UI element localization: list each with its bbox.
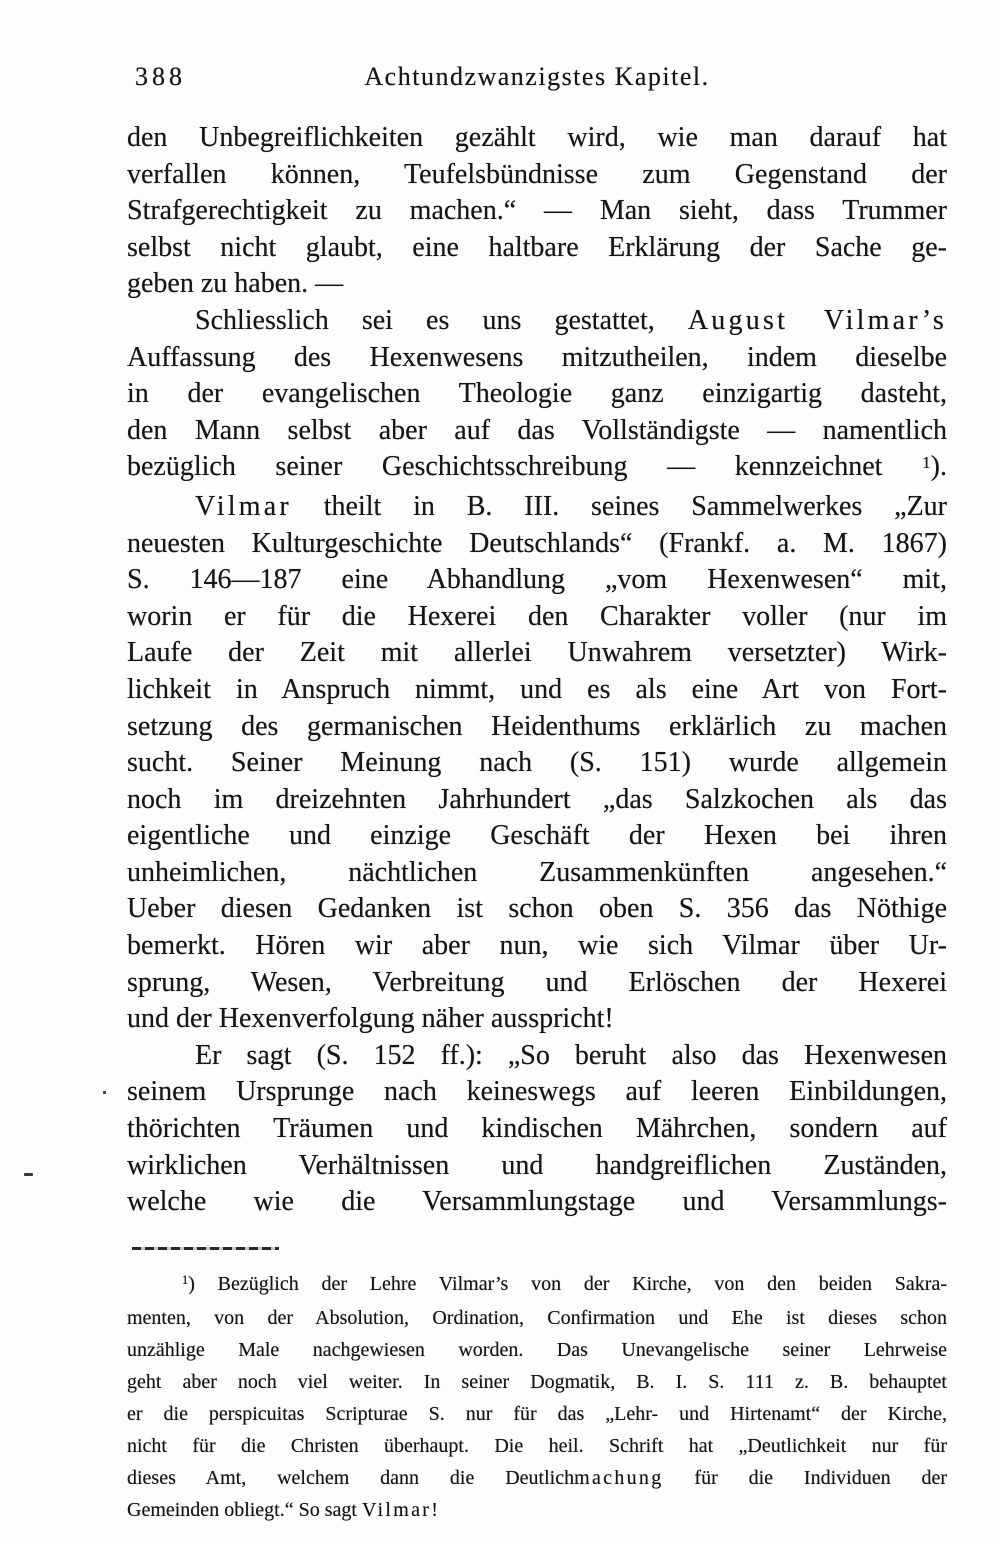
body-text-line [127,855,947,892]
text-segment: unheimlichen, nächtlichen Zusammenkünften angesehen.“ [127,856,947,888]
body-text-line [127,413,947,450]
text-segment: Gemeinden obliegt.“ So sagt [127,1499,362,1521]
body-text-line [127,782,947,819]
margin-ink-dot [103,1091,106,1094]
body-text-line [127,376,947,413]
body-text-line [127,818,947,855]
body-text-line [127,635,947,672]
footnote-block [127,1268,947,1526]
footnote-text-line [127,1334,947,1366]
body-text-line [127,1148,947,1185]
margin-ink-speck [24,1173,33,1176]
body-text-line [127,965,947,1002]
footnote-text-line [127,1494,947,1526]
text-segment: theilt in B. III. seines Sammelwerkes „Zur [291,490,947,522]
text-segment: er die perspicuitas Scripturae S. nur für das „Lehr- und Hirtenamt“ der Kirche, [127,1403,947,1425]
text-segment: bezüglich seiner Geschichtsschreibung — kennzeichnet [127,451,922,483]
text-segment: in der evangelischen Theologie ganz einzigartig dasteht, [127,378,947,410]
text-segment: verfallen können, Teufelsbündnisse zum Gegenstand der [127,158,947,190]
text-segment: welche wie die Versammlungstage und Versammlungs- [127,1186,947,1218]
page-number: 388 [135,62,186,91]
text-segment: wirklichen Verhältnissen und handgreiflichen Zuständen, [127,1149,947,1181]
text-segment: ! [431,1499,438,1521]
body-text-line [127,1074,947,1111]
body-text-line [127,1184,947,1221]
body-text-line [127,1001,947,1038]
text-segment: für die Individuen der [663,1467,947,1489]
body-text-line [127,1038,947,1075]
letterspaced-emphasis: August Vilmar’s [687,304,947,336]
text-segment: nicht für die Christen überhaupt. Die heil. Schrift hat „Deutlichkeit nur für [127,1435,947,1457]
text-segment: sucht. Seiner Meinung nach (S. 151) wurde allgemein [127,747,947,779]
body-text-line [127,489,947,526]
letterspaced-emphasis: Vilmar [361,1499,432,1521]
text-segment: menten, von der Absolution, Ordination, Confirmation und Ehe ist dieses schon [127,1307,947,1329]
footnote-text-line [127,1430,947,1462]
footnote-text-line [127,1366,947,1398]
text-segment: Ueber diesen Gedanken ist schon oben S. 356 das Nöthige [127,893,947,925]
body-text-line [127,928,947,965]
text-segment: setzung des germanischen Heidenthums erklärlich zu machen [127,710,947,742]
body-text-line [127,449,947,489]
text-segment: sprung, Wesen, Verbreitung und Erlöschen der Hexerei [127,966,947,998]
text-segment: unzählige Male nachgewiesen worden. Das Unevangelische seiner Lehrweise [127,1339,947,1361]
body-text-line [127,1111,947,1148]
text-segment: eigentliche und einzige Geschäft der Hexen bei ihren [127,820,947,852]
body-text-line [127,599,947,636]
text-segment: Auffassung des Hexenwesens mitzutheilen, indem dieselbe [127,341,947,373]
body-text-line [127,709,947,746]
text-segment: noch im dreizehnten Jahrhundert „das Salzkochen als das [127,783,947,815]
body-text-line [127,120,947,157]
body-text-block [127,120,947,1221]
text-segment: und der Hexenverfolgung näher ausspricht! [127,1003,614,1035]
text-segment: Strafgerechtigkeit zu machen.“ — Man sieht, dass Trummer [127,195,947,227]
text-segment: selbst nicht glaubt, eine haltbare Erklärung der Sache ge- [127,231,947,263]
body-text-line [127,526,947,563]
text-segment: worin er für die Hexerei den Charakter voller (nur im [127,600,947,632]
footnote-marker: 1 [921,452,931,472]
text-segment: S. 146—187 eine Abhandlung „vom Hexenwesen“ mit, [127,564,947,596]
footnote-text-line [127,1398,947,1430]
text-segment: bemerkt. Hören wir aber nun, wie sich Vilmar über Ur- [127,930,947,962]
text-segment: geben zu haben. — [127,268,344,300]
body-text-line [127,891,947,928]
text-segment: seinem Ursprunge nach keineswegs auf leeren Einbildungen, [127,1076,947,1108]
text-segment: ). [930,451,947,483]
text-segment: den Unbegreiflichkeiten gezählt wird, wie man darauf hat [127,122,947,153]
letterspaced-emphasis: Vilmar [195,490,292,522]
footnote-text-line [127,1462,947,1494]
text-segment: dieses Amt, welchem dann die Deutlich [127,1467,575,1489]
body-text-line [127,672,947,709]
body-text-line [127,193,947,230]
text-segment: Laufe der Zeit mit allerlei Unwahrem versetzter) Wirk- [127,637,947,669]
text-segment: den Mann selbst aber auf das Vollständigste — namentlich [127,414,947,446]
text-segment: Schliesslich sei es uns gestattet, [195,304,688,336]
body-text-line [127,562,947,599]
body-text-line [127,266,947,303]
footnote-text-line [127,1268,947,1302]
footnote-separator-rule [132,1247,279,1250]
footnote-text-line [127,1302,947,1334]
body-text-line [127,157,947,194]
body-text-line [127,230,947,267]
footnote-marker: 1 [182,1273,189,1288]
body-text-line [127,340,947,377]
text-segment: geht aber noch viel weiter. In seiner Dogmatik, B. I. S. 111 z. B. behauptet [127,1371,947,1393]
body-text-line [127,303,947,340]
text-segment: thörichten Träumen und kindischen Mährchen, sondern auf [127,1113,947,1145]
text-segment: lichkeit in Anspruch nimmt, und es als eine Art von Fort- [127,673,947,705]
text-segment: Er sagt (S. 152 ff.): „So beruht also das Hexenwesen [195,1039,947,1071]
text-segment: ) Bezüglich der Lehre Vilmar’s von der Kirche, von den beiden Sakra- [188,1273,947,1295]
body-text-line [127,745,947,782]
letterspaced-emphasis: machung [574,1467,664,1489]
chapter-heading: Achtundzwanzigstes Kapitel. [364,62,710,91]
text-segment: neuesten Kulturgeschichte Deutschlands“ (Frankf. a. M. 1867) [127,527,947,559]
running-head [127,62,947,96]
